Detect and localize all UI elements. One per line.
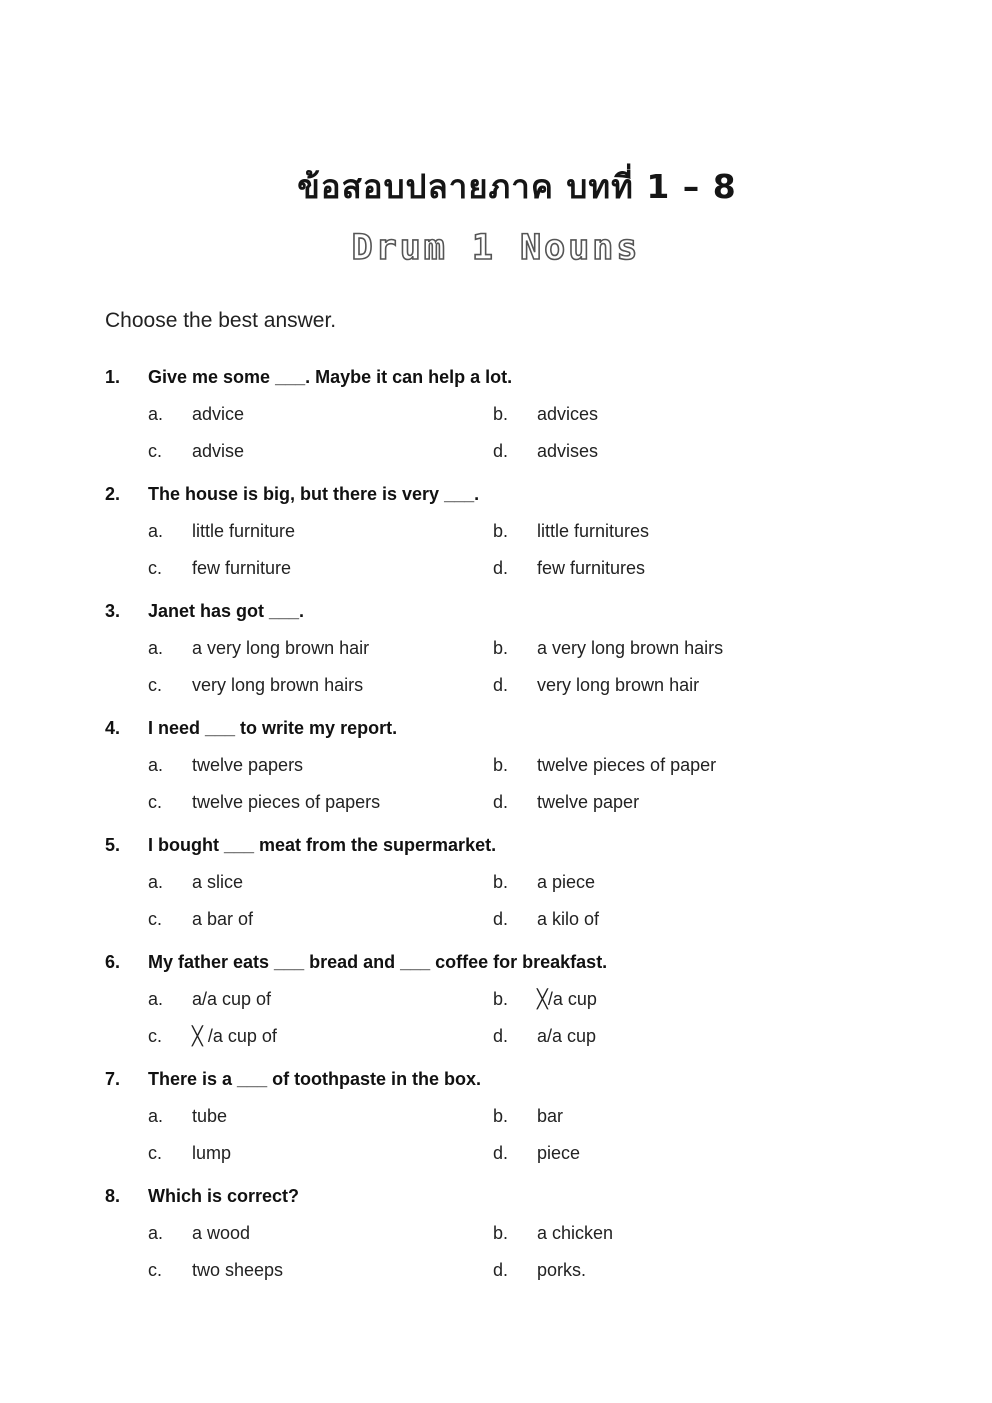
question-number: 4.	[105, 718, 121, 738]
option-text: a very long brown hairs	[537, 638, 724, 658]
option-text: a/a cup	[537, 1026, 597, 1046]
option-letter: b.	[493, 1223, 509, 1243]
option-text: a slice	[192, 872, 244, 892]
question-text: My father eats ___ bread and ___ coffee for breakfast.	[148, 952, 608, 972]
question-item	[105, 950, 865, 1067]
page-title: ข้อสอบปลายภาค บทที่ 1 – 8	[297, 167, 737, 206]
option-text: bar	[537, 1106, 564, 1126]
option-text: few furniture	[192, 558, 292, 578]
option-text: piece	[537, 1143, 581, 1163]
option-text: twelve papers	[192, 755, 304, 775]
option-letter: c.	[148, 675, 163, 695]
option-letter: c.	[148, 909, 163, 929]
question-text: The house is big, but there is very ___.	[148, 484, 480, 504]
question-item	[105, 482, 865, 599]
option-text: little furnitures	[537, 521, 650, 541]
option-text: twelve pieces of paper	[537, 755, 717, 775]
option-text: twelve pieces of papers	[192, 792, 381, 812]
option-text: lump	[192, 1143, 232, 1163]
option-text: twelve paper	[537, 792, 640, 812]
option-text: very long brown hairs	[192, 675, 364, 695]
option-letter: a.	[148, 1106, 164, 1126]
question-number: 1.	[105, 367, 121, 387]
question-number: 3.	[105, 601, 121, 621]
option-letter: b.	[493, 872, 509, 892]
question-text: Give me some ___. Maybe it can help a lot.	[148, 367, 513, 387]
option-letter: a.	[148, 872, 164, 892]
option-letter: b.	[493, 1106, 509, 1126]
option-letter: d.	[493, 1143, 509, 1163]
question-text: I bought ___ meat from the supermarket.	[148, 835, 497, 855]
option-text: a/a cup of	[192, 989, 272, 1009]
section-subtitle: Drum 1 Nouns	[351, 228, 641, 268]
option-letter: b.	[493, 404, 509, 424]
option-text: tube	[192, 1106, 228, 1126]
option-letter: a.	[148, 521, 164, 541]
option-text: a piece	[537, 872, 596, 892]
option-letter: d.	[493, 675, 509, 695]
option-letter: b.	[493, 638, 509, 658]
option-text: few furnitures	[537, 558, 646, 578]
option-letter: d.	[493, 909, 509, 929]
question-text: There is a ___ of toothpaste in the box.	[148, 1069, 482, 1089]
option-letter: a.	[148, 989, 164, 1009]
option-letter: a.	[148, 1223, 164, 1243]
option-letter: c.	[148, 1260, 163, 1280]
option-text: two sheeps	[192, 1260, 284, 1280]
question-item	[105, 365, 865, 482]
question-list	[105, 365, 865, 1294]
option-letter: a.	[148, 404, 164, 424]
question-number: 5.	[105, 835, 121, 855]
instruction-text: Choose the best answer.	[105, 309, 337, 332]
option-text: advice	[192, 404, 245, 424]
option-text: very long brown hair	[537, 675, 700, 695]
question-number: 7.	[105, 1069, 121, 1089]
option-text: ╳ /a cup of	[192, 1026, 277, 1046]
option-text: a very long brown hair	[192, 638, 370, 658]
option-letter: c.	[148, 441, 163, 461]
option-letter: d.	[493, 1260, 509, 1280]
option-text: ╳/a cup	[537, 989, 597, 1009]
option-text: a kilo of	[537, 909, 600, 929]
option-text: porks.	[537, 1260, 587, 1280]
question-text: Janet has got ___.	[148, 601, 305, 621]
question-item	[105, 1184, 865, 1294]
option-letter: c.	[148, 1026, 163, 1046]
option-text: a wood	[192, 1223, 251, 1243]
option-letter: d.	[493, 441, 509, 461]
option-letter: d.	[493, 792, 509, 812]
option-text: advises	[537, 441, 599, 461]
question-item	[105, 716, 865, 833]
option-letter: b.	[493, 989, 509, 1009]
option-letter: b.	[493, 755, 509, 775]
option-text: advices	[537, 404, 599, 424]
option-letter: b.	[493, 521, 509, 541]
question-number: 6.	[105, 952, 121, 972]
question-text: I need ___ to write my report.	[148, 718, 398, 738]
question-number: 8.	[105, 1186, 121, 1206]
option-text: little furniture	[192, 521, 296, 541]
option-text: advise	[192, 441, 245, 461]
option-letter: c.	[148, 558, 163, 578]
option-letter: a.	[148, 638, 164, 658]
option-letter: c.	[148, 1143, 163, 1163]
question-number: 2.	[105, 484, 121, 504]
question-item	[105, 833, 865, 950]
option-letter: d.	[493, 1026, 509, 1046]
option-letter: c.	[148, 792, 163, 812]
option-letter: d.	[493, 558, 509, 578]
question-item	[105, 599, 865, 716]
question-item	[105, 1067, 865, 1184]
question-text: Which is correct?	[148, 1186, 300, 1206]
option-letter: a.	[148, 755, 164, 775]
option-text: a bar of	[192, 909, 254, 929]
option-text: a chicken	[537, 1223, 614, 1243]
